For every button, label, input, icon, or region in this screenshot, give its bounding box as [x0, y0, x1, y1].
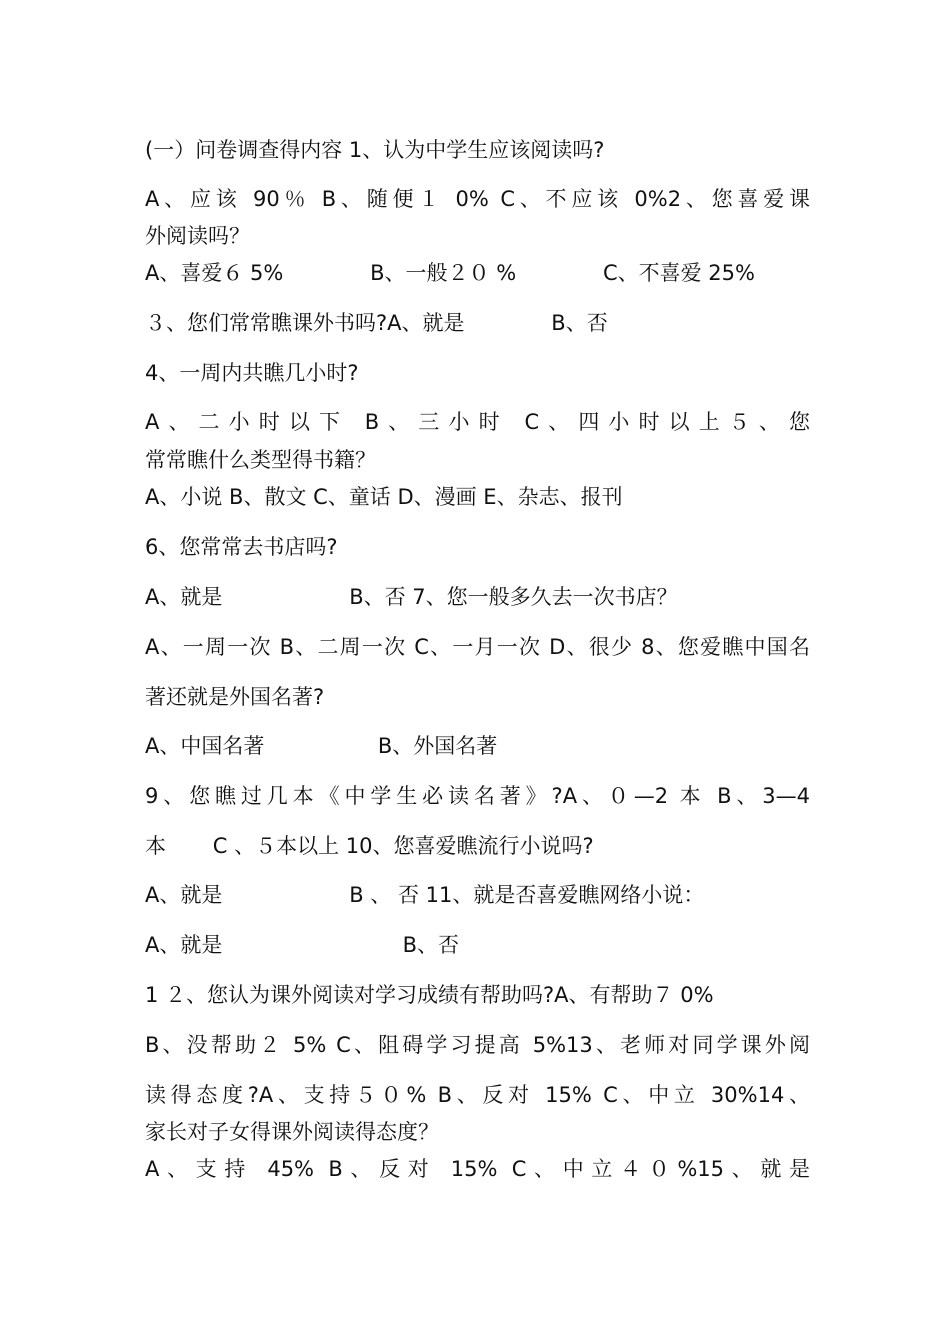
- text-line: A、应该 90％ B、随便１ 0% C、不应该 0%2、您喜爱课: [145, 187, 810, 211]
- text-line: 6、您常常去书店吗?: [145, 535, 338, 559]
- text-line: 9、您瞧过几本《中学生必读名著》?A、０—2 本 B、3—4: [145, 784, 810, 808]
- text-line: (一）问卷调查得内容 1、认为中学生应该阅读吗?: [145, 138, 605, 162]
- text-line: 读得态度?A、支持５０% B、反对 15% C、中立 30%14、: [145, 1083, 810, 1107]
- text-line: B、没帮助２ 5% C、阻碍学习提高 5%13、老师对同学课外阅: [145, 1033, 810, 1057]
- text-line: 外阅读吗？: [145, 224, 250, 248]
- text-line: 常常瞧什么类型得书籍？: [145, 448, 376, 472]
- text-line: 4、一周内共瞧几小时?: [145, 361, 359, 385]
- text-line: A、喜爱６ 5% B、一般２０ % C、不喜爱 25%: [145, 261, 755, 285]
- text-line: 本 C 、５本以上 10、您喜爱瞧流行小说吗?: [145, 834, 594, 858]
- text-line: A、支持 45% B、反对 15% C、中立４０%15、就是: [145, 1157, 810, 1181]
- text-line: A、一周一次 B、二周一次 C、一月一次 D、很少 8、您爱瞧中国名: [145, 635, 810, 659]
- text-line: A、二小时以下 B、三小时 C、四小时以上５、您: [145, 410, 810, 434]
- text-line: 著还就是外国名著?: [145, 685, 325, 709]
- text-line: A、就是 B、否 7、您一般多久去一次书店？: [145, 585, 678, 609]
- text-line: A、小说 B、散文 C、童话 D、漫画 E、杂志、报刊: [145, 485, 623, 509]
- text-line: A、中国名著 B、外国名著: [145, 734, 498, 758]
- text-line: A、就是 B、否: [145, 933, 460, 957]
- text-line: 家长对子女得课外阅读得态度？: [145, 1120, 439, 1144]
- text-line: A、就是 B 、 否 11、就是否喜爱瞧网络小说：: [145, 883, 705, 907]
- text-line: 1 ２、您认为课外阅读对学习成绩有帮助吗?A、有帮助７ 0%: [145, 983, 714, 1007]
- text-line: ３、您们常常瞧课外书吗?A、就是 B、否: [145, 311, 608, 335]
